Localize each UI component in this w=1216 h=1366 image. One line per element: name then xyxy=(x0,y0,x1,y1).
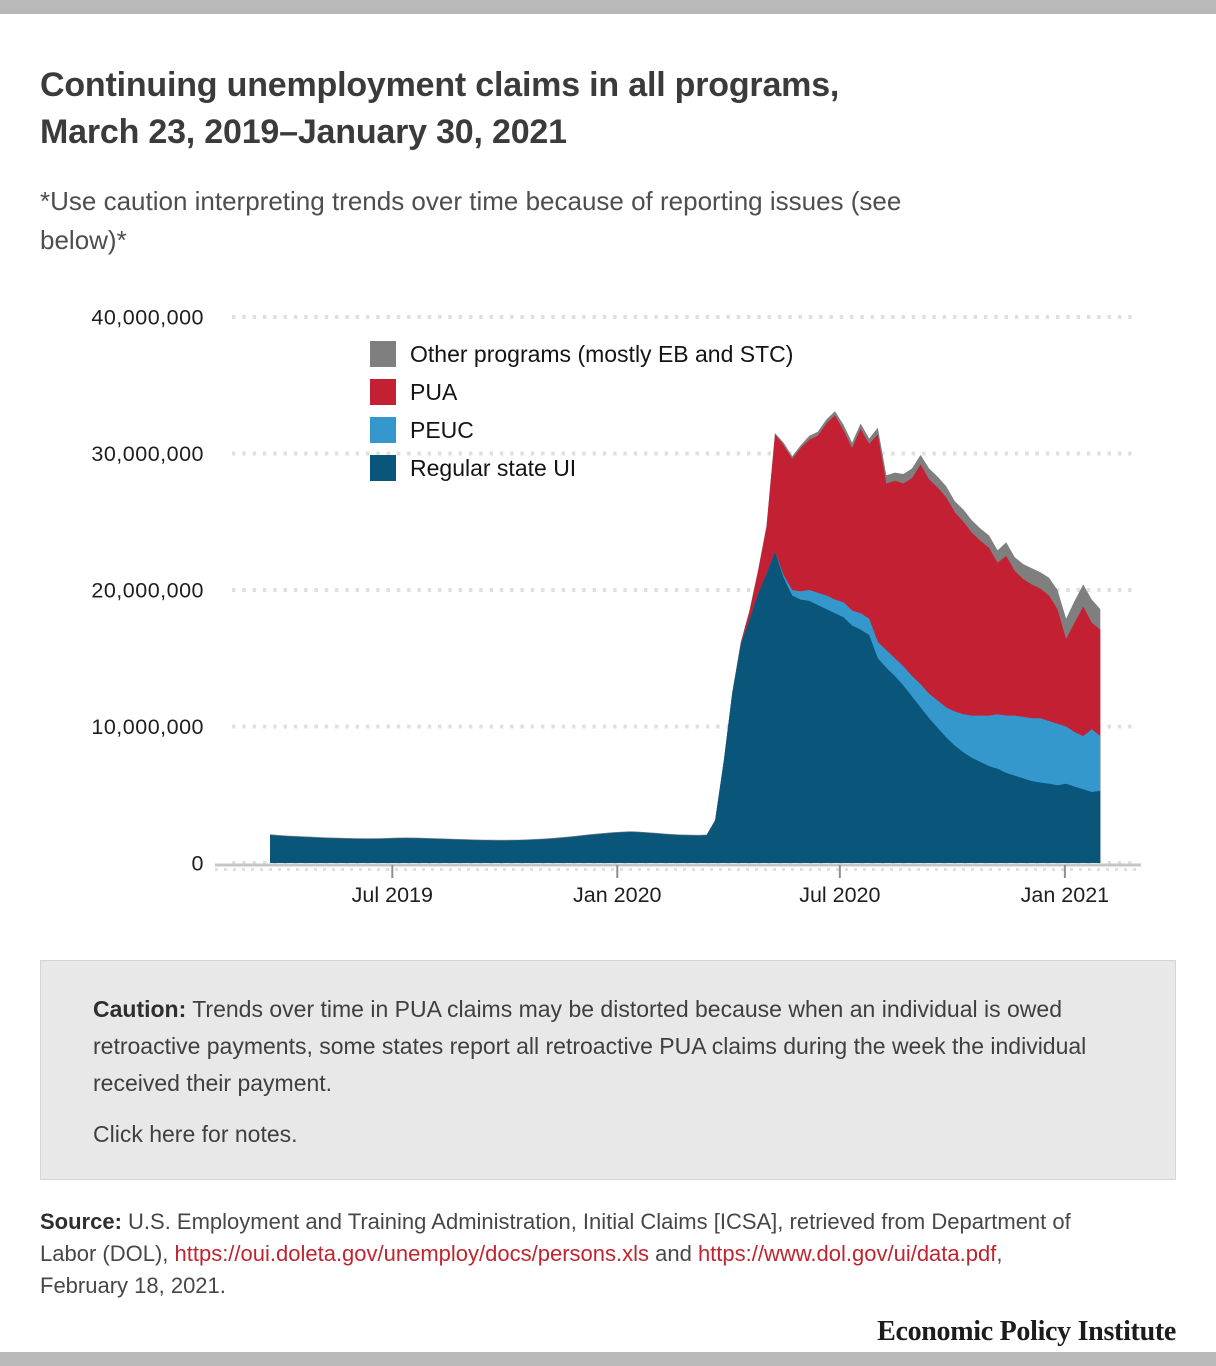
legend-item xyxy=(370,417,793,443)
chart-subtitle xyxy=(40,182,1176,260)
source-label: Source: xyxy=(40,1209,122,1234)
legend-item xyxy=(370,455,793,481)
source-text-1: U.S. Employment and Training Administration, Initial Claims [ICSA], retrieved from Department of Labor (DOL), xyxy=(40,1209,1071,1266)
subtitle-line-1: *Use caution interpreting trends over time because of reporting issues (see xyxy=(40,186,902,216)
y-axis-label-10: 10,000,000 xyxy=(91,715,204,739)
epi-logo: Economic Policy Institute xyxy=(877,1316,1176,1347)
x-axis-label-jan-2020: Jan 2020 xyxy=(573,883,662,907)
subtitle-line-2: below)* xyxy=(40,225,127,255)
legend-item xyxy=(370,379,793,405)
bottom-gray-bar xyxy=(0,1352,1216,1366)
caution-box xyxy=(40,960,1176,1180)
title-line-1: Continuing unemployment claims in all programs, xyxy=(40,66,840,104)
x-axis-label-jul-2019: Jul 2019 xyxy=(351,883,433,907)
legend-swatch xyxy=(370,341,396,367)
legend-label: Regular state UI xyxy=(410,455,577,481)
legend-item xyxy=(370,341,793,367)
y-axis-label-0: 0 xyxy=(191,851,204,876)
caution-text xyxy=(93,991,1123,1102)
x-axis-label-jul-2020: Jul 2020 xyxy=(799,883,881,907)
notes-link[interactable]: Click here for notes. xyxy=(93,1121,298,1147)
x-axis-label-jan-2021: Jan 2021 xyxy=(1020,883,1110,907)
legend-swatch xyxy=(370,379,396,405)
title-line-2: March 23, 2019–January 30, 2021 xyxy=(40,113,567,151)
legend-label: Other programs (mostly EB and STC) xyxy=(410,341,794,367)
page-title xyxy=(40,62,1176,156)
chart-area xyxy=(0,288,1216,933)
source-note xyxy=(40,1206,1086,1302)
caution-label: Caution: xyxy=(93,996,187,1022)
y-axis-label-40: 40,000,000 xyxy=(91,305,204,330)
top-gray-bar xyxy=(0,0,1216,14)
y-axis-label-20: 20,000,000 xyxy=(91,578,204,603)
legend-swatch xyxy=(370,417,396,443)
legend-label: PEUC xyxy=(410,417,474,443)
chart-legend xyxy=(370,341,793,493)
legend-swatch xyxy=(370,455,396,481)
source-text-3: , February 18, 2021. xyxy=(40,1241,1003,1298)
legend-label: PUA xyxy=(410,379,458,405)
caution-body: Trends over time in PUA claims may be distorted because when an individual is owed retroactive payments, some states report all retroactive PUA claims during the week the individual received their payment. xyxy=(93,996,1087,1096)
y-axis-label-30: 30,000,000 xyxy=(91,442,204,466)
source-link-data-pdf[interactable]: https://www.dol.gov/ui/data.pdf xyxy=(697,1241,997,1266)
source-link-persons-xls[interactable]: https://oui.doleta.gov/unemploy/docs/persons.xls xyxy=(174,1241,649,1266)
source-text-2: and xyxy=(649,1241,698,1266)
